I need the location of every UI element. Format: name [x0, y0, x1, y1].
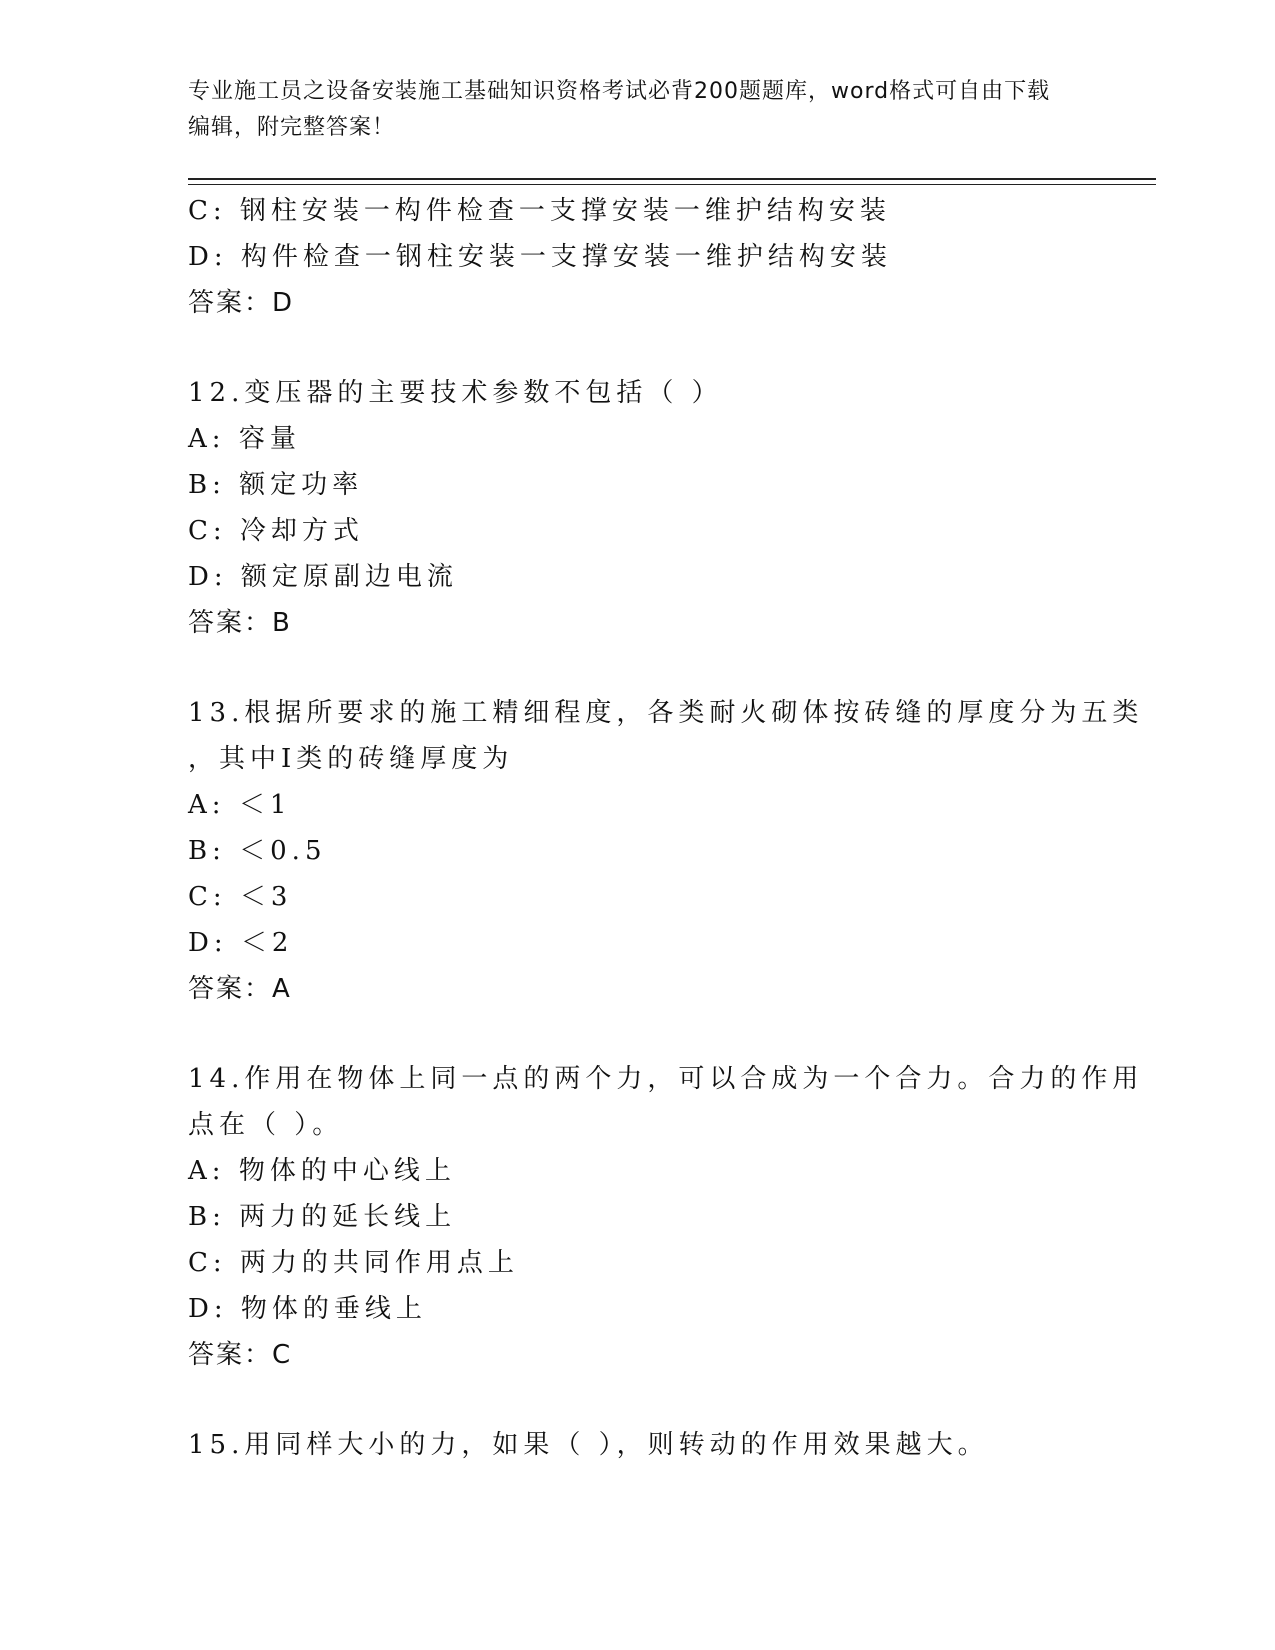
option-text: 容量	[238, 424, 301, 454]
question-13	[188, 690, 1144, 736]
option-text: 两力的共同作用点上	[239, 1248, 519, 1278]
option-text: 钢柱安装一构件检查一支撑安装一维护结构安装	[239, 196, 891, 226]
option-label: C:	[188, 196, 227, 226]
spacer	[188, 326, 1108, 370]
question-text-continued: ，其中Ⅰ类的砖缝厚度为	[188, 744, 514, 774]
answer: 答案：A	[188, 974, 292, 1004]
question-number: 13.	[188, 698, 245, 728]
option-text: 构件检查一钢柱安装一支撑安装一维护结构安装	[240, 242, 892, 272]
header-rule-thin	[188, 184, 1156, 185]
answer: 答案：B	[188, 608, 292, 638]
option-label: D:	[188, 562, 228, 592]
option-label: B:	[188, 836, 226, 866]
option-b	[188, 828, 1108, 874]
option-d	[188, 920, 1108, 966]
option-text: ＜0.5	[239, 836, 327, 866]
question-14	[188, 1056, 1144, 1102]
option-d	[188, 1286, 1108, 1332]
option-b	[188, 462, 1108, 508]
spacer	[188, 646, 1108, 690]
option-label: A:	[188, 1156, 226, 1186]
option-d	[188, 234, 1108, 280]
option-label: C:	[188, 1248, 227, 1278]
option-a	[188, 782, 1108, 828]
option-text: ＜1	[238, 790, 292, 820]
question-number: 14.	[188, 1064, 245, 1094]
option-text: ＜3	[239, 882, 293, 912]
option-text: 物体的中心线上	[238, 1156, 456, 1186]
question-text: 变压器的主要技术参数不包括（ ）	[244, 378, 723, 408]
document-header: 专业施工员之设备安装施工基础知识资格考试必背200题题库，word格式可自由下载编辑，附完整答案！	[188, 79, 1051, 140]
option-label: C:	[188, 882, 227, 912]
option-text: 额定功率	[239, 470, 364, 500]
option-text: 物体的垂线上	[240, 1294, 427, 1324]
option-text: 两力的延长线上	[239, 1202, 457, 1232]
question-text: 用同样大小的力，如果（ ），则转动的作用效果越大。	[244, 1430, 989, 1460]
question-15	[188, 1422, 1108, 1468]
option-c	[188, 1240, 1108, 1286]
question-text: 根据所要求的施工精细程度，各类耐火砌体按砖缝的厚度分为五类	[244, 698, 1144, 728]
option-label: B:	[188, 470, 226, 500]
answer: 答案：C	[188, 1340, 293, 1370]
question-content	[188, 188, 1144, 1468]
option-text: 额定原副边电流	[240, 562, 458, 592]
option-label: D:	[188, 928, 228, 958]
option-label: B:	[188, 1202, 226, 1232]
question-number: 12.	[188, 378, 245, 408]
question-number: 15.	[188, 1430, 245, 1460]
option-label: D:	[188, 242, 228, 272]
question-12	[188, 370, 1108, 416]
option-label: D:	[188, 1294, 228, 1324]
answer: 答案：D	[188, 288, 295, 318]
option-a	[188, 416, 1108, 462]
spacer	[188, 1378, 1108, 1422]
option-d	[188, 554, 1108, 600]
option-label: C:	[188, 516, 227, 546]
option-c	[188, 508, 1108, 554]
header-rule-thick	[188, 178, 1156, 180]
option-c	[188, 874, 1108, 920]
question-text-continued: 点在（ ）。	[188, 1110, 344, 1140]
option-label: A:	[188, 790, 226, 820]
option-label: A:	[188, 424, 226, 454]
option-text: ＜2	[240, 928, 294, 958]
option-text: 冷却方式	[239, 516, 364, 546]
option-a	[188, 1148, 1108, 1194]
option-b	[188, 1194, 1108, 1240]
question-text: 作用在物体上同一点的两个力，可以合成为一个合力。合力的作用	[244, 1064, 1144, 1094]
option-c	[188, 188, 1108, 234]
spacer	[188, 1012, 1108, 1056]
